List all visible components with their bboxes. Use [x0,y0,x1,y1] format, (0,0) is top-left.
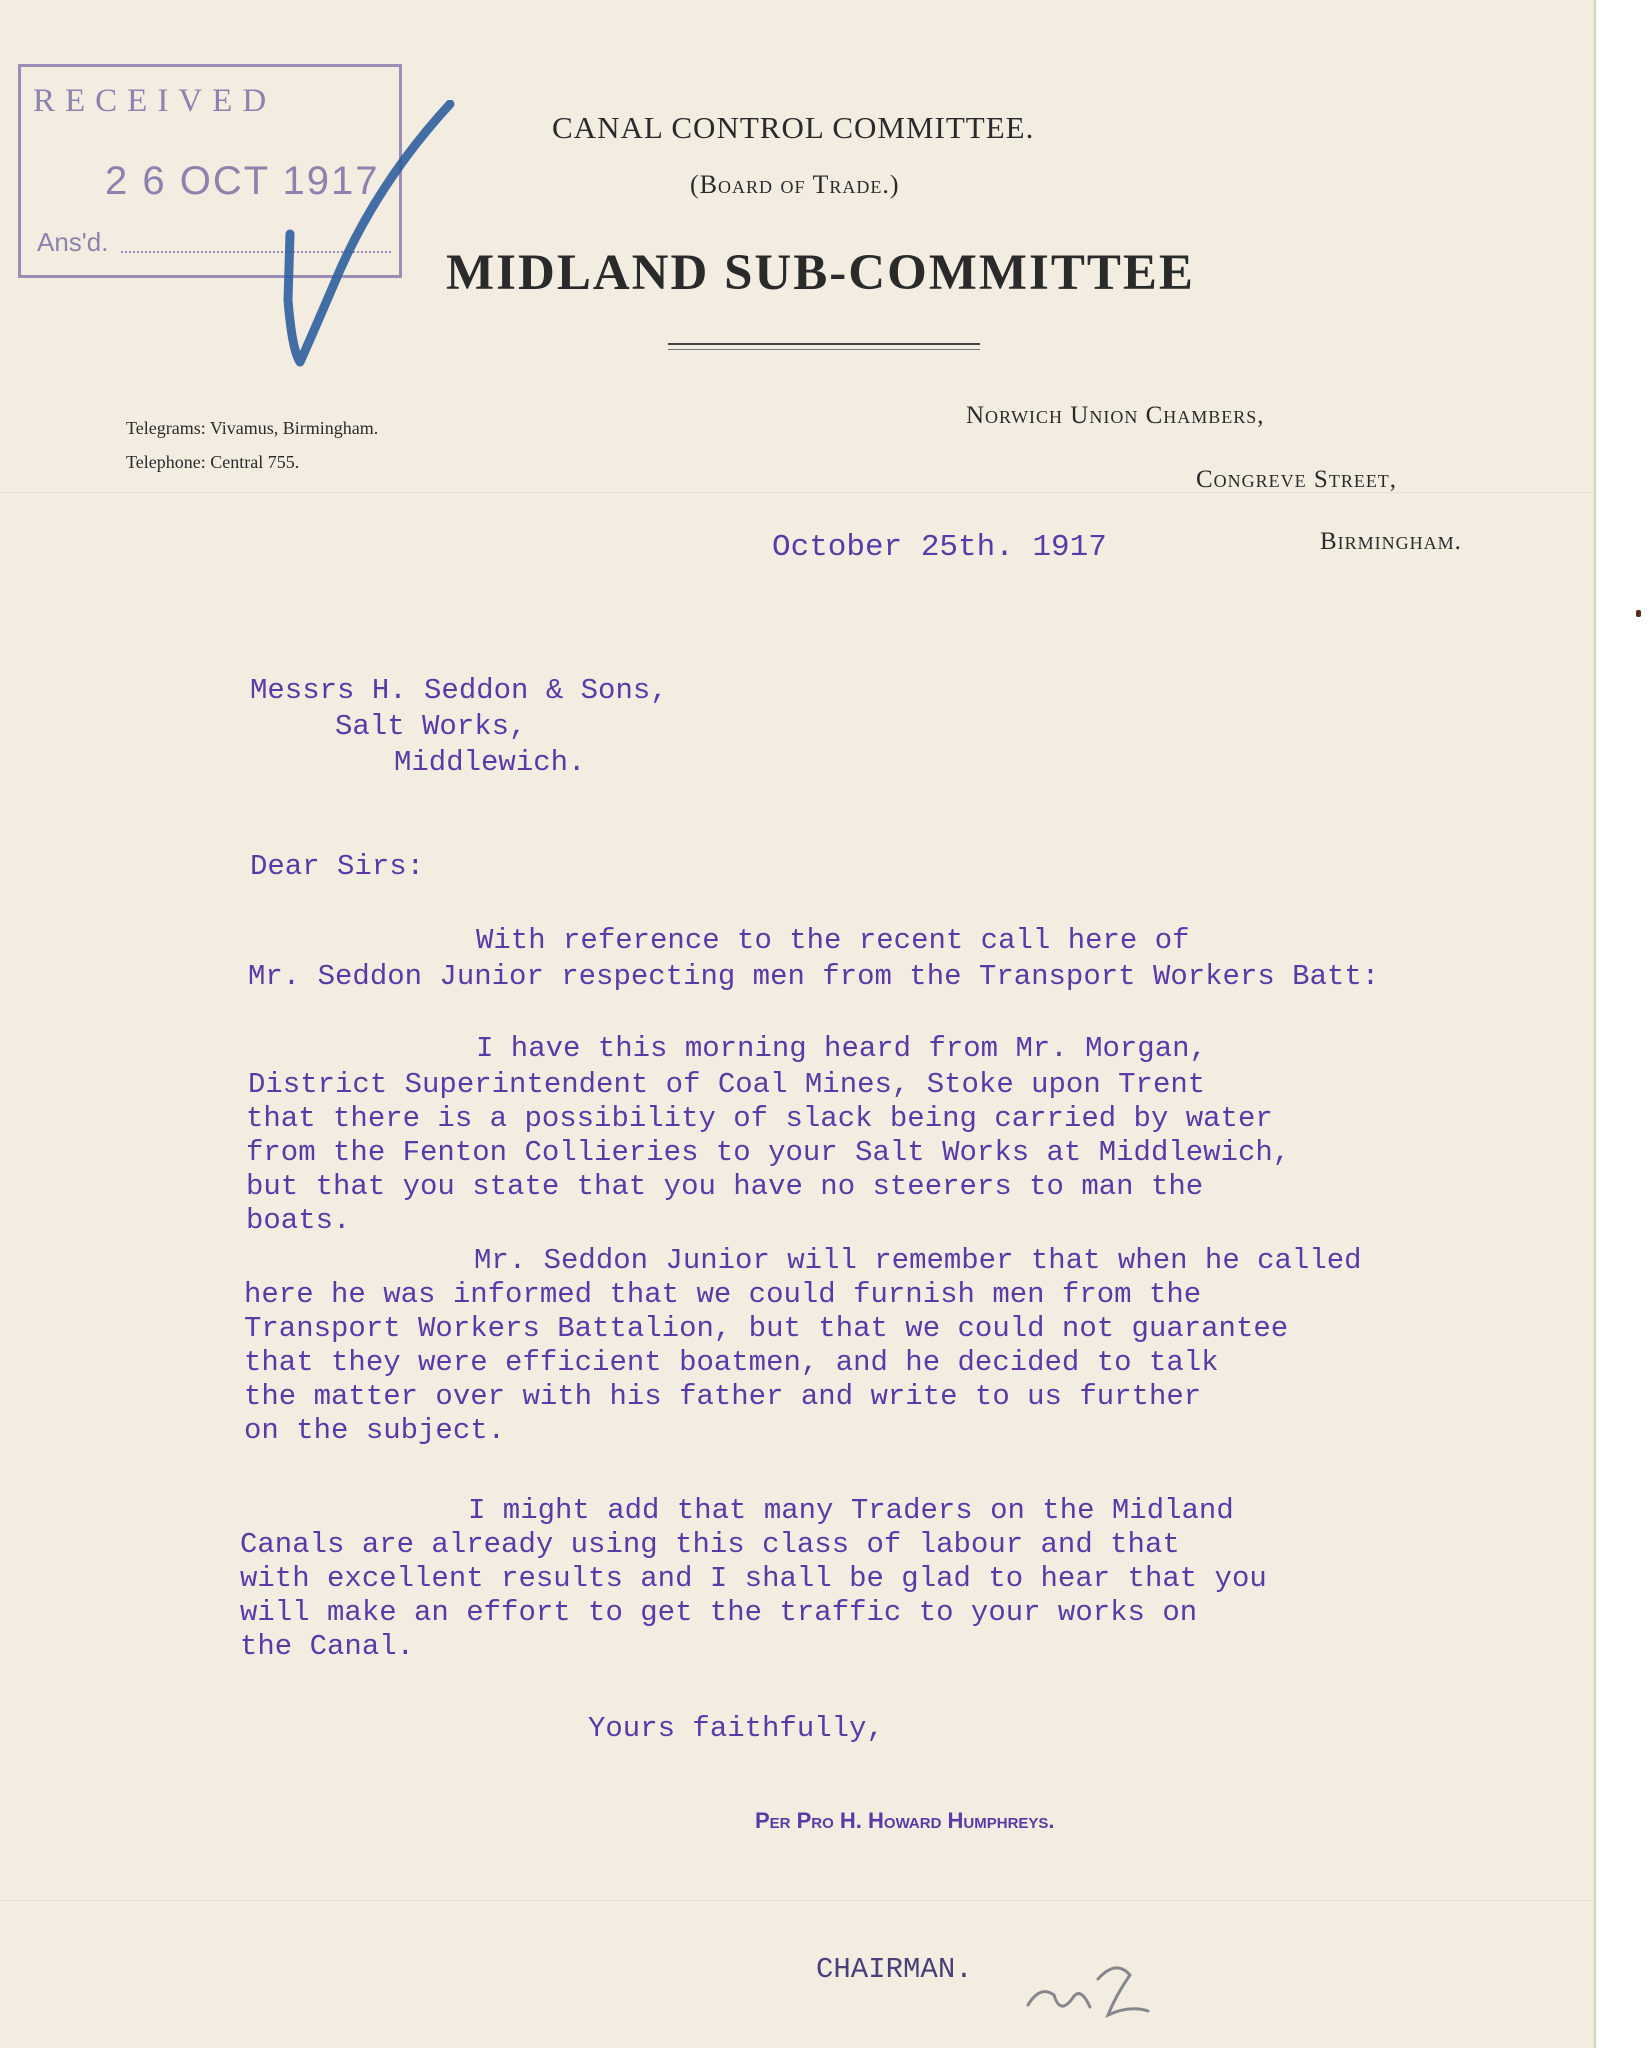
body-line: I might add that many Traders on the Midland [468,1494,1234,1527]
body-line: Canals are already using this class of labour and that [240,1528,1180,1561]
body-line: Transport Workers Battalion, but that we could not guarantee [244,1312,1289,1345]
body-line: but that you state that you have no steerers to man the [246,1170,1204,1203]
recipient-line-1: Messrs H. Seddon & Sons, [250,674,668,707]
body-line: that there is a possibility of slack being carried by water [246,1102,1273,1135]
body-line: District Superintendent of Coal Mines, Stoke upon Trent [248,1068,1206,1101]
address-line-2: Congreve Street, [1196,466,1398,493]
recipient-line-2: Salt Works, [335,710,527,743]
body-line: Mr. Seddon Junior respecting men from the Transport Workers Batt: [248,960,1380,993]
body-line: from the Fenton Collieries to your Salt Works at Middlewich, [246,1136,1291,1169]
letter-date: October 25th. 1917 [772,530,1107,565]
letterhead-committee: CANAL CONTROL COMMITTEE. [552,110,1035,145]
stamp-date: 2 6 OCT 1917 [105,159,380,203]
body-line: With reference to the recent call here of [476,924,1190,957]
telegrams-line: Telegrams: Vivamus, Birmingham. [126,418,379,438]
body-line: the Canal. [240,1630,415,1663]
closing: Yours faithfully, [588,1712,884,1745]
body-line: that they were efficient boatmen, and he decided to talk [244,1346,1219,1379]
stamp-received-text: RECEIVED [33,83,277,119]
salutation: Dear Sirs: [250,850,425,883]
per-pro-signature-stamp: Per Pro H. Howard Humphreys. [755,1808,1055,1833]
paper-mark [1636,610,1641,617]
chairman-stamp: CHAIRMAN. [816,1953,973,1986]
recipient-line-3: Middlewich. [394,746,586,779]
stamp-answered-label: Ans'd. [37,227,109,257]
checkmark-icon [270,100,470,380]
body-line: I have this morning heard from Mr. Morgan, [476,1032,1207,1065]
body-line: Mr. Seddon Junior will remember that when he called [474,1244,1362,1277]
handwritten-initials-signature [1020,1955,1160,2025]
body-line: will make an effort to get the traffic to your works on [240,1596,1198,1629]
address-line-3: Birmingham. [1320,528,1462,555]
body-line: the matter over with his father and write to us further [244,1380,1202,1413]
body-line: here he was informed that we could furnish men from the [244,1278,1202,1311]
fold-line [0,1900,1594,1903]
letterhead-rule [668,343,980,345]
letterhead-rule [668,349,980,350]
letterhead-board: (Board of Trade.) [690,170,900,199]
address-line-1: Norwich Union Chambers, [966,402,1265,429]
telephone-line: Telephone: Central 755. [126,452,300,472]
body-line: with excellent results and I shall be glad to hear that you [240,1562,1267,1595]
body-line: boats. [246,1204,351,1237]
body-line: on the subject. [244,1414,506,1447]
letterhead-title: MIDLAND SUB-COMMITTEE [446,245,1195,301]
